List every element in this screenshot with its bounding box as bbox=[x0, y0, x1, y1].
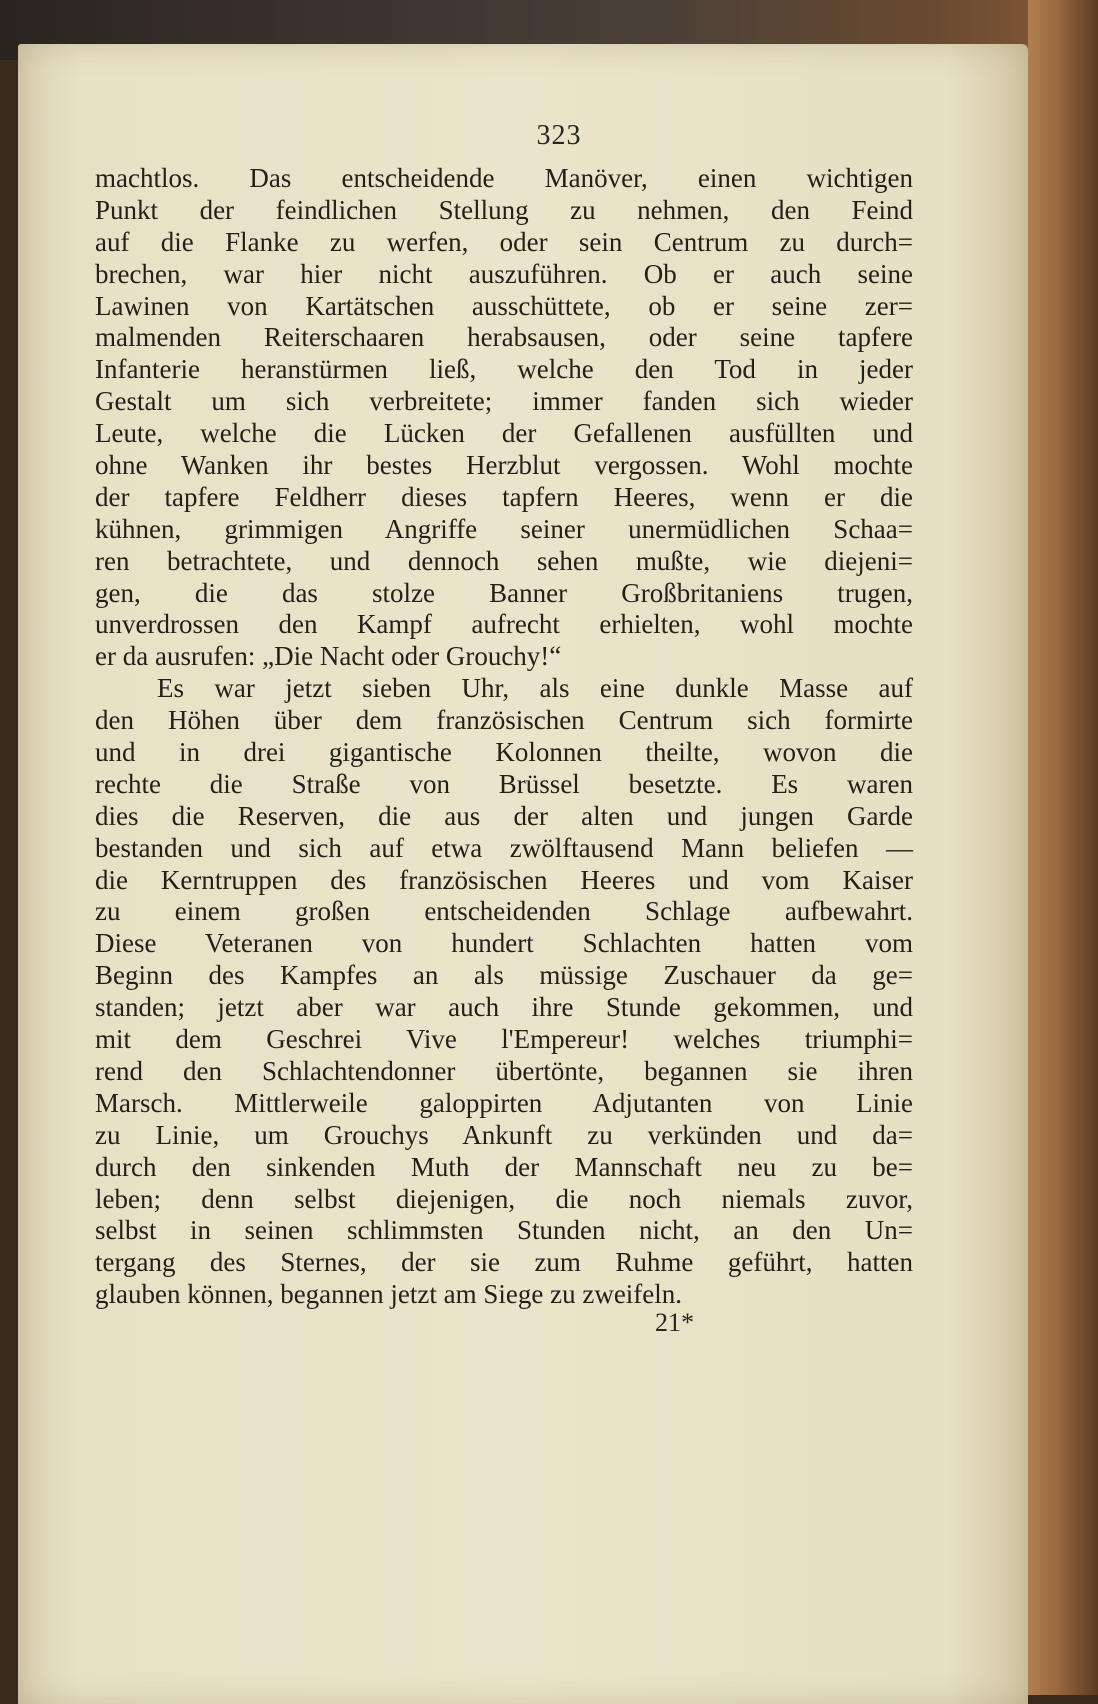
text-line: leben; denn selbst diejenigen, die noch niemals zuvor, bbox=[95, 1183, 913, 1214]
text-line: Punkt der feindlichen Stellung zu nehmen, den Feind bbox=[95, 194, 913, 225]
body-text bbox=[95, 163, 913, 1311]
text-line: ohne Wanken ihr bestes Herzblut vergossen. Wohl mochte bbox=[95, 450, 913, 481]
text-line: zu einem großen entscheidenden Schlage aufbewahrt. bbox=[95, 896, 913, 927]
text-line: ren betrachtete, und dennoch sehen mußte, wie diejeni= bbox=[95, 545, 913, 576]
text-line: rend den Schlachtendonner übertönte, begannen sie ihren bbox=[95, 1055, 913, 1086]
signature-mark: 21* bbox=[655, 1308, 694, 1337]
text-line: der tapfere Feldherr dieses tapfern Heeres, wenn er die bbox=[95, 481, 913, 512]
text-line: Leute, welche die Lücken der Gefallenen ausfüllten und bbox=[95, 418, 913, 449]
page-number: 323 bbox=[536, 120, 582, 151]
text-line: tergang des Sternes, der sie zum Ruhme geführt, hatten bbox=[95, 1247, 913, 1278]
text-line: gen, die das stolze Banner Großbritaniens trugen, bbox=[95, 577, 913, 608]
text-line: machtlos. Das entscheidende Manöver, einen wichtigen bbox=[95, 163, 913, 193]
text-line: die Kerntruppen des französischen Heeres und vom Kaiser bbox=[95, 864, 913, 895]
text-line: Diese Veteranen von hundert Schlachten hatten vom bbox=[95, 928, 913, 959]
text-line: den Höhen über dem französischen Centrum sich formirte bbox=[95, 705, 913, 736]
text-line: glauben können, begannen jetzt am Siege zu zweifeln. bbox=[95, 1279, 683, 1310]
text-line: bestanden und sich auf etwa zwölftausend Mann beliefen — bbox=[95, 832, 913, 863]
text-line: rechte die Straße von Brüssel besetzte. Es waren bbox=[95, 768, 913, 799]
text-line: Infanterie heranstürmen ließ, welche den Tod in jeder bbox=[95, 354, 913, 385]
text-line: brechen, war hier nicht auszuführen. Ob er auch seine bbox=[95, 258, 913, 289]
text-line: selbst in seinen schlimmsten Stunden nicht, an den Un= bbox=[95, 1215, 913, 1246]
text-line: standen; jetzt aber war auch ihre Stunde gekommen, und bbox=[95, 992, 913, 1023]
text-line: Es war jetzt sieben Uhr, als eine dunkle Masse auf bbox=[157, 673, 913, 704]
text-line: Lawinen von Kartätschen ausschüttete, ob er seine zer= bbox=[95, 290, 913, 321]
text-line: malmenden Reiterschaaren herabsausen, oder seine tapfere bbox=[95, 322, 913, 353]
text-line: unverdrossen den Kampf aufrecht erhielten, wohl mochte bbox=[95, 609, 913, 640]
book-cover-edge bbox=[1028, 0, 1098, 1695]
text-line: zu Linie, um Grouchys Ankunft zu verkünden und da= bbox=[95, 1119, 913, 1150]
text-line: Beginn des Kampfes an als müssige Zuschauer da ge= bbox=[95, 960, 913, 991]
text-line: kühnen, grimmigen Angriffe seiner unermüdlichen Schaa= bbox=[95, 513, 913, 544]
text-line: und in drei gigantische Kolonnen theilte, wovon die bbox=[95, 737, 913, 768]
text-line: auf die Flanke zu werfen, oder sein Centrum zu durch= bbox=[95, 226, 913, 257]
text-line: mit dem Geschrei Vive l'Empereur! welches triumphi= bbox=[95, 1024, 913, 1055]
text-line: durch den sinkenden Muth der Mannschaft neu zu be= bbox=[95, 1151, 913, 1182]
text-line: dies die Reserven, die aus der alten und jungen Garde bbox=[95, 800, 913, 831]
text-line: Gestalt um sich verbreitete; immer fanden sich wieder bbox=[95, 386, 913, 417]
text-line: Marsch. Mittlerweile galoppirten Adjutanten von Linie bbox=[95, 1087, 913, 1118]
text-line: er da ausrufen: „Die Nacht oder Grouchy!“ bbox=[95, 641, 562, 672]
